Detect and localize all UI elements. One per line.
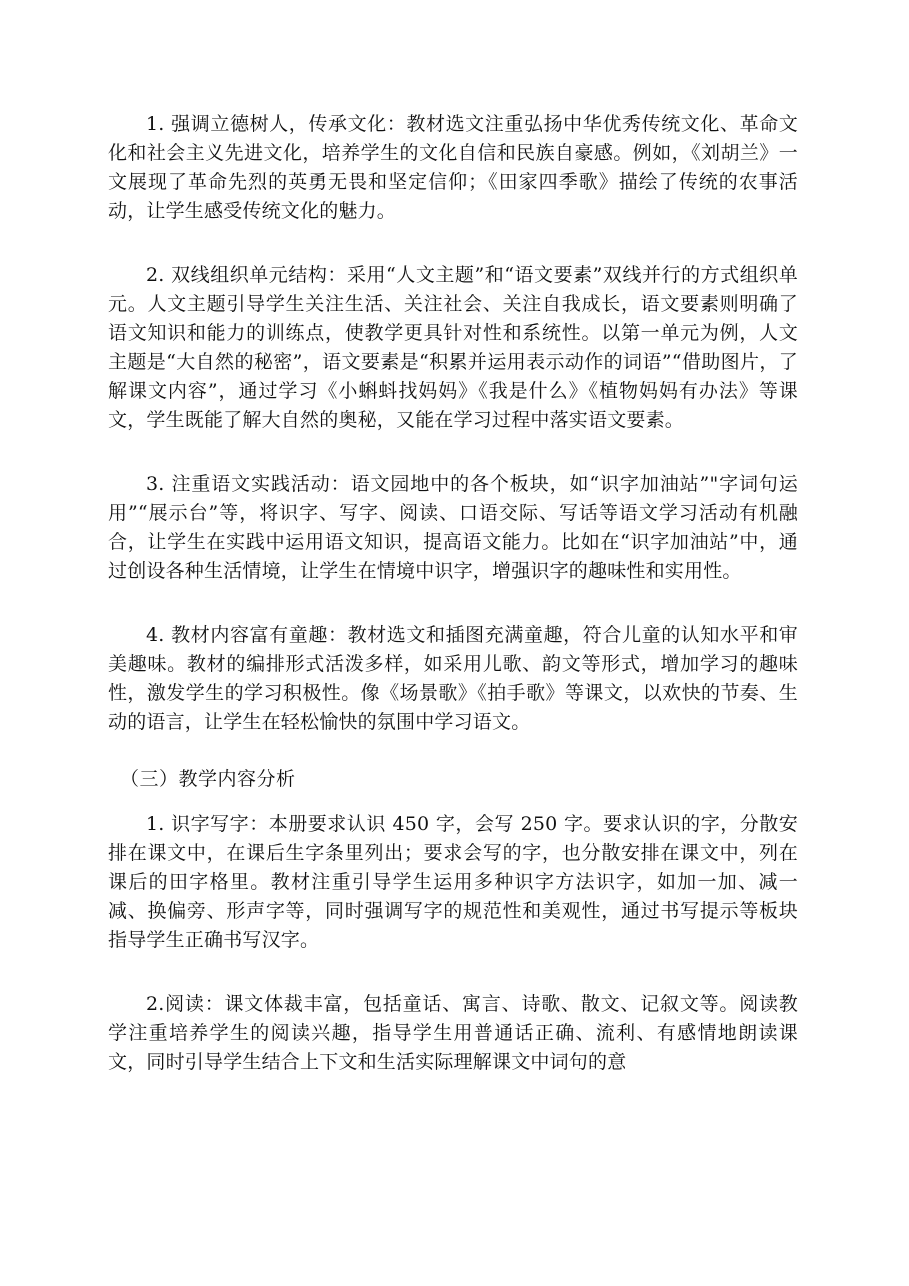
paragraph-dual-line-structure: 2. 双线组织单元结构：采用“人文主题”和“语文要素”双线并行的方式组织单元。人文主题引导学生关注生活、关注社会、关注自我成长，语文要素则明确了语文知识和能力的训练点，使教学更具针对性和系统性。以第一单元为例，人文主题是“大自然的秘密”，语文要素是“积累并运用表示动作的词语”“借助图片，了解课文内容”，通过学习《小蝌蚪找妈妈》《我是什么》《植物妈妈有办法》等课文，学生既能了解大自然的奥秘，又能在学习过程中落实语文要素。 [108,264,798,431]
document-page [108,110,798,1112]
section-heading: （三）教学内容分析 [120,768,296,790]
paragraph-childlike-content: 4. 教材内容富有童趣：教材选文和插图充满童趣，符合儿童的认知水平和审美趣味。教材的编排形式活泼多样，如采用儿歌、韵文等形式，增加学习的趣味性，激发学生的学习积极性。像《场景歌》《拍手歌》等课文，以欢快的节奏、生动的语言，让学生在轻松愉快的氛围中学习语文。 [108,624,798,733]
paragraph-language-practice: 3. 注重语文实践活动：语文园地中的各个板块，如“识字加油站”"字词句运用”“展示台”等，将识字、写字、阅读、口语交际、写话等语文学习活动有机融合，让学生在实践中运用语文知识，提高语文能力。比如在“识字加油站”中，通过创设各种生活情境，让学生在情境中识字，增强识字的趣味性和实用性。 [108,473,798,582]
paragraph-moral-education: 1. 强调立德树人，传承文化：教材选文注重弘扬中华优秀传统文化、革命文化和社会主义先进文化，培养学生的文化自信和民族自豪感。例如，《刘胡兰》一文展现了革命先烈的英勇无畏和坚定信仰；《田家四季歌》描绘了传统的农事活动，让学生感受传统文化的魅力。 [108,113,798,222]
paragraph-reading: 2.阅读：课文体裁丰富，包括童话、寓言、诗歌、散文、记叙文等。阅读教学注重培养学生的阅读兴趣，指导学生用普通话正确、流利、有感情地朗读课文，同时引导学生结合上下文和生活实际理解课文中词句的意 [108,993,798,1073]
paragraph-literacy-writing: 1. 识字写字：本册要求认识 450 字，会写 250 字。要求认识的字，分散安排在课文中，在课后生字条里列出；要求会写的字，也分散安排在课文中，列在课后的田字格里。教材注重引导学生运用多种识字方法识字，如加一加、减一减、换偏旁、形声字等，同时强调写字的规范性和美观性，通过书写提示等板块指导学生正确书写汉字。 [108,813,798,951]
